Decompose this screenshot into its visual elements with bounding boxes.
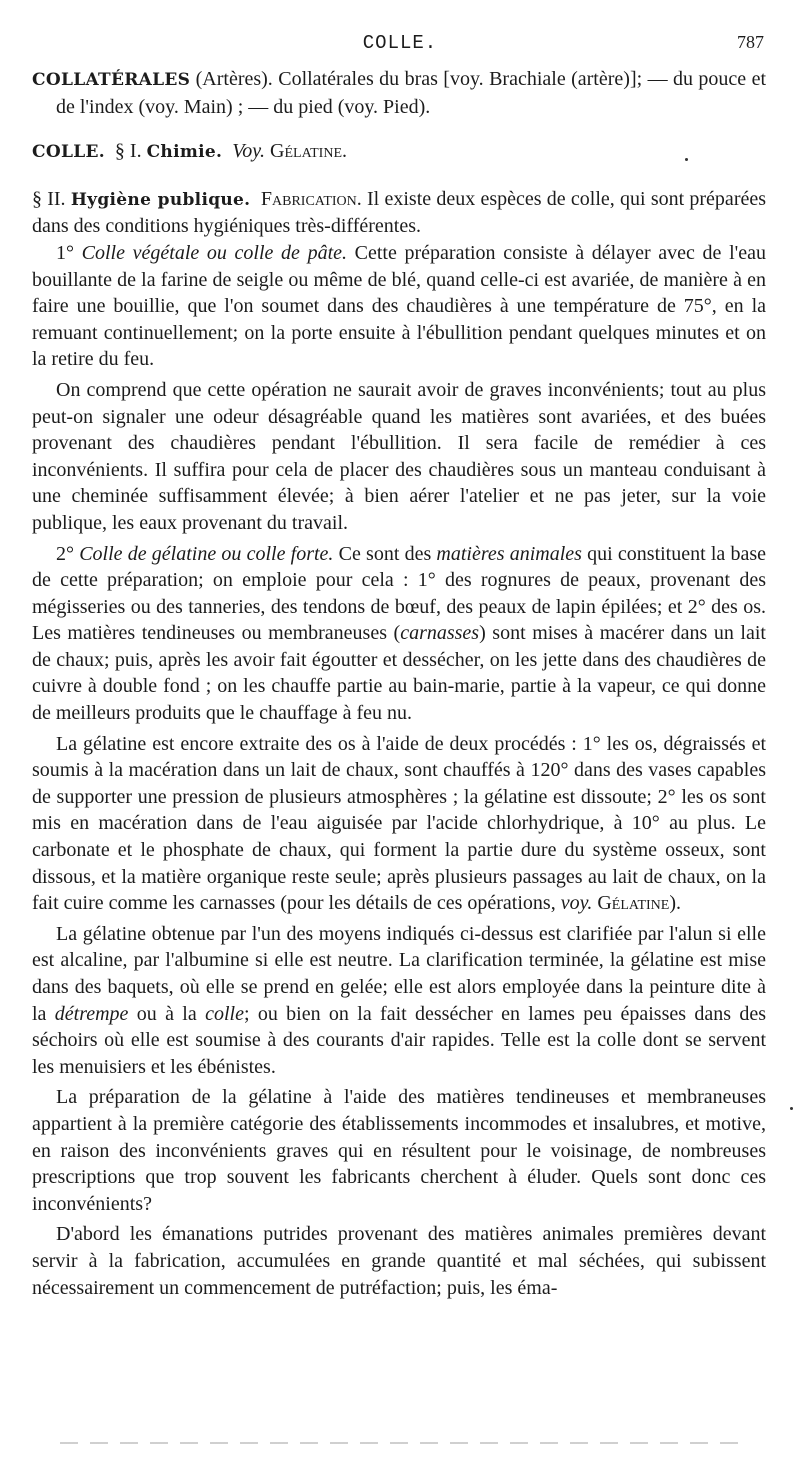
ref-gelatine: Gélatine.	[270, 140, 347, 163]
p3-text-c: ) sont mises à macérer dans un lait de chaux; puis, après les avoir fait égoutter et dessécher, on les jette dans des chaudières de cuivre à double fond ; on les chauffe partie au bain-marie, partie à la vapeur, ce qui donne de meilleurs produits que le chauffage à feu nu.	[32, 622, 766, 725]
section-mark-2: § II.	[32, 187, 66, 210]
p7-text: D'abord les émanations putrides provenant des matières animales premières devant servir à la fabrication, accumulées en grande quantité et mal séchées, qui subissent nécessairement un commencement de putréfaction; puis, les éma-	[32, 1223, 766, 1299]
p4-text-a: La gélatine est encore extraite des os à l'aide de deux procédés : 1° les os, dégraissés et soumis à la macération dans un lait de chaux, sont chauffés à 120° dans des vases capables de supporter une pression de plusieurs atmosphères ; la gélatine est dissoute; 2° les os sont mis en macération dans de l'eau aiguisée par l'acide chlorhydrique, à 10° au plus. Le carbonate et le phosphate de chaux, qui forment la partie dure du système osseux, sont dissous, et la matière organique reste seule; après plusieurs passages au lait de chaux, on la fait cuire comme les carnasses (pour les détails de ces opérations,	[32, 732, 766, 915]
paragraph-emanations	[32, 1221, 766, 1301]
p1-title: Colle végétale ou colle de pâte.	[81, 241, 347, 264]
entry-collaterales-text: (Artères). Collatérales du bras [voy. Brachiale (artère)]; — du pouce et de l'index (voy. Main) ; — du pied (voy. Pied).	[56, 68, 766, 118]
p1-text: Cette préparation consiste à délayer avec de l'eau bouillante de la farine de seigle ou même de blé, quand celle-ci est avariée, de manière à en faire une bouillie, que l'on soumet dans des chaudières à une température de 75°, en la remuant continuellement; on la porte ensuite à l'ébullition pendant quelques minutes et on la retire du feu.	[32, 241, 766, 371]
p5-text-a: La gélatine obtenue par l'un des moyens indiqués ci-dessus est clarifiée par l'alun si elle est alcaline, par l'albumine si elle est neutre. La clarification terminée, la gélatine est mise dans des baquets, où elle se prend en gelée; elle est alors employée dans la peinture dite à la	[32, 922, 766, 1025]
section-title-hygiene: Hygiène publique.	[70, 189, 251, 210]
p3-ital-matieres: matières animales	[436, 542, 582, 565]
entry-hygiene-intro: Il existe deux espèces de colle, qui sont préparées dans des conditions hygiéniques très-différentes.	[32, 187, 767, 238]
page-number: 787	[737, 32, 764, 52]
headword-colle: COLLE.	[32, 142, 105, 163]
paragraph-clarification	[32, 921, 766, 1081]
entry-colle-chimie	[32, 138, 766, 166]
running-head: COLLE.	[362, 32, 438, 54]
entry-colle-hygiene	[32, 186, 766, 240]
section-mark-1: § I.	[114, 140, 142, 163]
entry-collaterales	[32, 66, 766, 120]
headword-collaterales: COLLATÉRALES	[32, 70, 191, 90]
p4-voy: voy.	[560, 892, 593, 915]
p6-text: La préparation de la gélatine à l'aide des matières tendineuses et membraneuses appartient à la première catégorie des établissements incommodes et insalubres, et motive, en raison des inconvénients graves qui en résultent pour le voisinage, de nombreuses prescriptions que trop souvent les fabricants cherchent à éluder. Quels sont donc ces inconvénients?	[32, 1086, 766, 1215]
p5-ital-colle: colle	[205, 1002, 244, 1025]
p3-title: Colle de gélatine ou colle forte.	[79, 542, 334, 565]
p4-ref-gelatine: Gélatine	[592, 892, 670, 915]
p2-text: On comprend que cette opération ne saurait avoir de graves inconvénients; tout au plus peut-on signaler une odeur désagréable quand les matières sont avariées, et des buées provenant des chaudières pendant l'ébullition. Il sera facile de remédier à ces inconvénients. Il suffira pour cela de placer des chaudières sous un manteau conduisant à une cheminée suffisamment élevée; à bien aérer l'atelier et ne pas jeter, sur la voie publique, les eaux provenant du travail.	[32, 378, 766, 534]
section-title-chimie: Chimie.	[146, 142, 223, 163]
page-header	[0, 30, 800, 60]
p3-ital-carnasses: carnasses	[400, 622, 480, 645]
paragraph-extraction-os	[32, 731, 766, 917]
p1-label: 1°	[56, 241, 82, 264]
paragraph-etablissements	[32, 1084, 766, 1217]
bleed-through-trace	[60, 1442, 750, 1444]
p4-end: ).	[669, 892, 682, 915]
body-text	[32, 66, 766, 1301]
paragraph-inconvenients	[32, 377, 766, 537]
p3-text-a: Ce sont des	[333, 542, 437, 565]
p3-text-b: qui constituent la base de cette préparation; on emploie pour cela : 1° des rognures de peaux, provenant des mégisseries ou des tanneries, des tendons de bœuf, des peaux de lapin épilées; et 2° des os. Les matières tendineuses ou membraneuses (	[32, 542, 767, 645]
p5-text-b: ou à la	[128, 1002, 206, 1025]
p3-label: 2°	[56, 542, 80, 565]
print-speck	[790, 1107, 793, 1110]
subhead-fabrication: Fabrication.	[260, 187, 362, 210]
voy-label: Voy.	[232, 140, 266, 163]
p5-ital-detrempe: détrempe	[54, 1002, 129, 1025]
print-speck	[685, 158, 688, 161]
paragraph-colle-forte	[32, 541, 766, 727]
paragraph-colle-vegetale	[32, 240, 766, 373]
p5-text-c: ; ou bien on la fait dessécher en lames peu épaisses dans des séchoirs où elle est soumise à des courants d'air rapides. Telle est la colle dont se servent les menuisiers et les ébénistes.	[32, 1002, 766, 1078]
